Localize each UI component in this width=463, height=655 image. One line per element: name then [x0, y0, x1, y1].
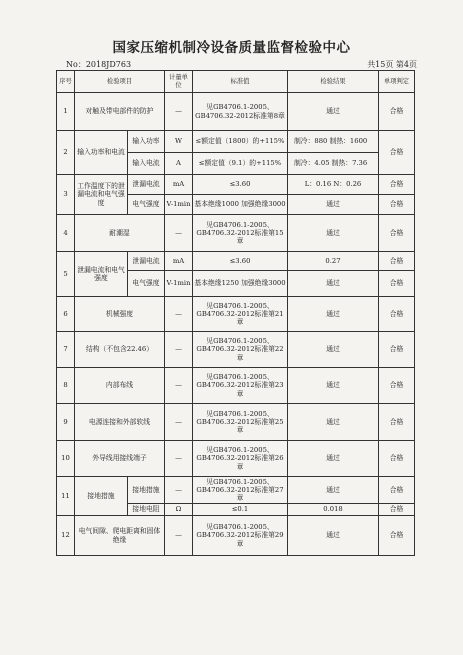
row-standard: 见GB4706.1-2005、GB4706.32-2012标准第26章 — [193, 441, 288, 477]
row-standard: ≤额定值（1800）的+115% — [193, 131, 288, 153]
table-row — [57, 404, 415, 441]
table-row — [57, 215, 415, 252]
row-result: 制冷：4.05 制热：7.36 — [288, 153, 379, 175]
row-unit: — — [165, 215, 193, 252]
row-result: 通过 — [288, 93, 379, 131]
table-row — [57, 175, 415, 195]
row-result: 0.018 — [288, 504, 379, 516]
row-unit: — — [165, 368, 193, 404]
row-seq: 12 — [57, 516, 75, 556]
row-item: 电源连接和外部软线 — [75, 404, 165, 441]
row-unit: V-1min — [165, 195, 193, 215]
row-unit: — — [165, 404, 193, 441]
row-seq: 9 — [57, 404, 75, 441]
row-item: 对触及带电部件的防护 — [75, 93, 165, 131]
row-result: 0.27 — [288, 252, 379, 271]
row-item: 输入功率和电流 — [75, 131, 128, 175]
row-unit: — — [165, 441, 193, 477]
row-result: 通过 — [288, 516, 379, 556]
row-unit: A — [165, 153, 193, 175]
table-row — [57, 368, 415, 404]
row-unit: — — [165, 516, 193, 556]
table-row — [57, 516, 415, 556]
table-header-row — [57, 71, 415, 93]
row-verdict: 合格 — [379, 368, 415, 404]
row-item: 电气间隙、爬电距离和固体绝缘 — [75, 516, 165, 556]
row-subitem: 接地措施 — [128, 477, 165, 504]
row-item: 结构（不包含22.46） — [75, 332, 165, 368]
row-subitem: 泄漏电流 — [128, 175, 165, 195]
row-result: 通过 — [288, 271, 379, 297]
row-item: 工作温度下的泄漏电流和电气强度 — [75, 175, 128, 215]
row-unit: V-1min — [165, 271, 193, 297]
row-unit: W — [165, 131, 193, 153]
row-standard: 见GB4706.1-2005、GB4706.32-2012标准第22章 — [193, 332, 288, 368]
row-unit: — — [165, 297, 193, 332]
header-result: 检验结果 — [288, 71, 379, 93]
row-seq: 7 — [57, 332, 75, 368]
row-item: 泄漏电流和电气强度 — [75, 252, 128, 297]
row-unit: — — [165, 332, 193, 368]
row-verdict: 合格 — [379, 175, 415, 195]
row-result: L：0.16 N：0.26 — [288, 175, 379, 195]
row-seq: 11 — [57, 477, 75, 516]
header-standard: 标准值 — [193, 71, 288, 93]
row-standard: 见GB4706.1-2005、GB4706.32-2012标准第21章 — [193, 297, 288, 332]
header-seq: 序号 — [57, 71, 75, 93]
report-number: No：2018JD763 — [66, 60, 132, 69]
row-result: 通过 — [288, 332, 379, 368]
row-standard: ≤3.60 — [193, 252, 288, 271]
row-verdict: 合格 — [379, 93, 415, 131]
row-item: 接地措施 — [75, 477, 128, 516]
row-verdict: 合格 — [379, 297, 415, 332]
row-verdict: 合格 — [379, 504, 415, 516]
row-result: 通过 — [288, 195, 379, 215]
table-row — [57, 441, 415, 477]
row-verdict: 合格 — [379, 131, 415, 175]
row-item: 内部布线 — [75, 368, 165, 404]
row-standard: 见GB4706.1-2005、GB4706.32-2012标准第25章 — [193, 404, 288, 441]
row-result: 制冷：880 制热：1600 — [288, 131, 379, 153]
table-row — [57, 332, 415, 368]
row-verdict: 合格 — [379, 516, 415, 556]
row-subitem: 泄漏电流 — [128, 252, 165, 271]
row-unit: mA — [165, 252, 193, 271]
report-title: 国家压缩机制冷设备质量监督检验中心 — [112, 40, 351, 56]
row-seq: 1 — [57, 93, 75, 131]
row-standard: 基本绝缘1250 加强绝缘3000 — [193, 271, 288, 297]
row-verdict: 合格 — [379, 271, 415, 297]
row-verdict: 合格 — [379, 332, 415, 368]
table-row — [57, 297, 415, 332]
row-result: 通过 — [288, 477, 379, 504]
row-verdict: 合格 — [379, 215, 415, 252]
row-standard: 见GB4706.1-2005、GB4706.32-2012标准第15章 — [193, 215, 288, 252]
row-result: 通过 — [288, 215, 379, 252]
row-seq: 2 — [57, 131, 75, 175]
row-unit: Ω — [165, 504, 193, 516]
row-subitem: 电气强度 — [128, 195, 165, 215]
row-subitem: 输入电流 — [128, 153, 165, 175]
row-result: 通过 — [288, 297, 379, 332]
row-subitem: 电气强度 — [128, 271, 165, 297]
row-seq: 10 — [57, 441, 75, 477]
row-standard: 见GB4706.1-2005、GB4706.32-2012标准第8章 — [193, 93, 288, 131]
row-verdict: 合格 — [379, 441, 415, 477]
row-seq: 6 — [57, 297, 75, 332]
row-result: 通过 — [288, 404, 379, 441]
row-verdict: 合格 — [379, 252, 415, 271]
inspection-table — [56, 70, 415, 556]
row-item: 外导线用接线端子 — [75, 441, 165, 477]
row-standard: 见GB4706.1-2005、GB4706.32-2012标准第27章 — [193, 477, 288, 504]
row-unit: — — [165, 93, 193, 131]
row-subitem: 接地电阻 — [128, 504, 165, 516]
row-verdict: 合格 — [379, 477, 415, 504]
row-item: 机械强度 — [75, 297, 165, 332]
row-seq: 8 — [57, 368, 75, 404]
row-verdict: 合格 — [379, 404, 415, 441]
table-row — [57, 93, 415, 131]
row-standard: 见GB4706.1-2005、GB4706.32-2012标准第29章 — [193, 516, 288, 556]
row-result: 通过 — [288, 441, 379, 477]
table-row — [57, 131, 415, 153]
header-item: 检验项目 — [75, 71, 165, 93]
header-verdict: 单项判定 — [379, 71, 415, 93]
table-row — [57, 477, 415, 504]
header-unit: 计量单位 — [165, 71, 193, 93]
row-unit: mA — [165, 175, 193, 195]
row-standard: 见GB4706.1-2005、GB4706.32-2012标准第23章 — [193, 368, 288, 404]
row-item: 耐潮湿 — [75, 215, 165, 252]
row-unit: — — [165, 477, 193, 504]
row-subitem: 输入功率 — [128, 131, 165, 153]
row-standard: ≤3.60 — [193, 175, 288, 195]
row-seq: 3 — [57, 175, 75, 215]
page-info: 共15页 第4页 — [367, 60, 417, 69]
row-result: 通过 — [288, 368, 379, 404]
row-seq: 5 — [57, 252, 75, 297]
row-standard: 基本绝缘1000 加强绝缘3000 — [193, 195, 288, 215]
row-verdict: 合格 — [379, 195, 415, 215]
row-standard: ≤0.1 — [193, 504, 288, 516]
row-seq: 4 — [57, 215, 75, 252]
row-standard: ≤额定值（9.1）的+115% — [193, 153, 288, 175]
table-row — [57, 252, 415, 271]
